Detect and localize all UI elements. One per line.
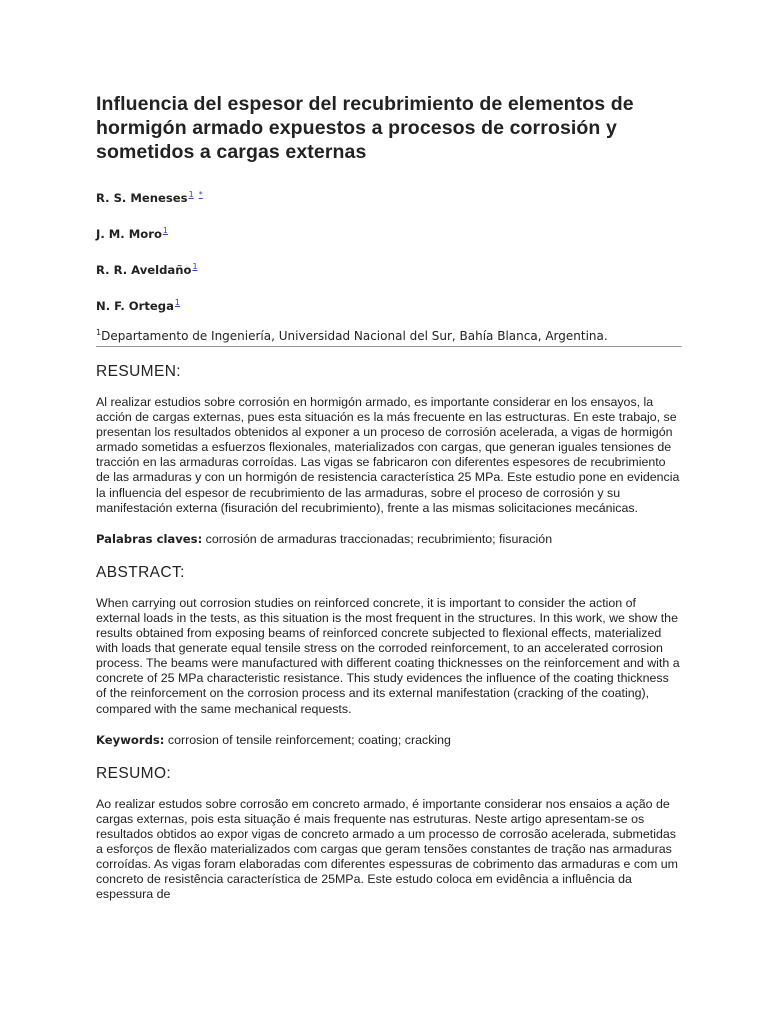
author-ref-link[interactable]: 1 [188,190,194,199]
resumo-body: Ao realizar estudos sobre corrosão em concreto armado, é importante considerar nos ensaios a ação de cargas externas, pois esta situação é mais frequente nas estruturas. Neste artigo apresentam-se os resultados obtidos ao expor vigas de concreto armado a um processo de corrosão acelerada, submetidas a esforços de flexão materializados com cargas que geram tensões constantes de tração nas armaduras corroídas. As vigas foram elaboradas com diferentes espessuras de cobrimento das armaduras e com um concreto de resistência característica de 25MPa. Este estudo coloca em evidência a influência da espessura de [96,796,678,902]
affiliation-text: Departamento de Ingeniería, Universidad Nacional del Sur, Bahía Blanca, Argentina. [101,329,608,343]
corresponding-author-link[interactable]: * [198,190,203,199]
author-name: J. M. Moro [96,227,162,241]
resumen-heading: RESUMEN: [96,363,182,380]
resumen-body: Al realizar estudios sobre corrosión en hormigón armado, es importante considerar en los ensayos, la acción de cargas externas, pues esta situación es la más frecuente en las estructuras. En este trabajo, se presentan los resultados obtenidos al exponer a un proceso de corrosión acelerada, a vigas de hormigón armado sometidas a esfuerzos flexionales, materializados con cargas, que generan iguales tensiones de tracción en las armaduras corroídas. Las vigas se fabricaron con diferentes espesores de recubrimiento de las armaduras y con un hormigón de resistencia característica 25 MPa. Este estudio pone en evidencia la influencia del espesor de recubrimiento de las armaduras, sobre el proceso de corrosión y su manifestación externa (fisuración del recubrimiento), frente a las mismas solicitaciones mecánicas. [96,395,680,515]
author-ref-link[interactable]: 1 [192,262,198,271]
author-1 [96,188,682,205]
abstract-body: When carrying out corrosion studies on reinforced concrete, it is important to consider the action of external loads in the tests, as this situation is the most frequent in the structures. In this work, we show the results obtained from exposing beams of reinforced concrete subjected to flexional effects, materialized with loads that generate equal tensile stress on the corroded reinforcement, to an accelerated corrosion process. The beams were manufactured with different coating thicknesses on the reinforcement and with a concrete of 25 MPa characteristic resistance. This study evidences the influence of the coating thickness of the reinforcement on the corrosion process and its external manifestation (cracking of the coating), compared with the same mechanical requests. [96,595,680,716]
author-name: R. S. Meneses [96,191,188,205]
resumo-heading: RESUMO: [96,764,172,782]
author-ref-link[interactable]: 1 [162,226,169,235]
paper-title: Influencia del espesor del recubrimiento de elementos de hormigón armado expuestos a procesos de corrosión y sometidos a cargas externas [96,93,634,163]
affiliation [96,326,682,347]
author-4 [96,296,682,313]
keywords-text: corrosion of tensile reinforcement; coating; cracking [167,732,451,747]
author-ref-link[interactable]: 1 [174,298,180,307]
author-name: N. F. Ortega [96,299,174,313]
keywords-text: corrosión de armaduras traccionadas; recubrimiento; fisuración [205,531,553,546]
affiliation-mark: 1 [96,328,102,337]
keywords-label: Keywords: [96,732,165,747]
resumen-keywords [96,532,682,547]
abstract-heading: ABSTRACT: [96,563,185,581]
keywords-label: Palabras claves: [96,531,203,546]
author-name: R. R. Aveldaño [96,263,192,277]
author-2 [96,224,682,241]
abstract-keywords [96,733,682,748]
author-3 [96,260,682,277]
